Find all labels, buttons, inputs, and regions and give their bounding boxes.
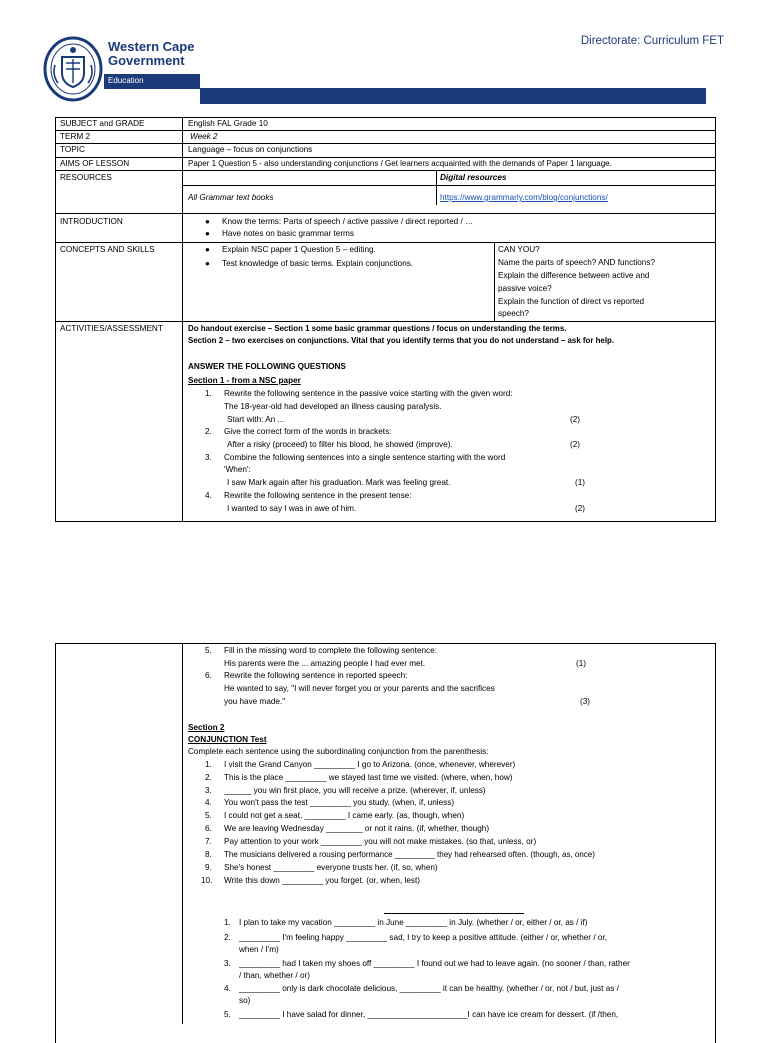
- question-number: 5.: [205, 646, 212, 655]
- conj-item-text: You won't pass the test _________ you study. (when, if, unless): [224, 798, 455, 807]
- conj-item-number: 4.: [205, 798, 212, 807]
- subject-label: SUBJECT and GRADE: [60, 119, 145, 128]
- directorate-title: Directorate: Curriculum FET: [580, 35, 724, 47]
- crest-logo-icon: [42, 35, 104, 103]
- row-line: [55, 157, 716, 158]
- row-line: [55, 170, 716, 171]
- conj-item-number: 8.: [205, 850, 212, 859]
- question-text: Fill in the missing word to complete the following sentence:: [224, 646, 437, 655]
- question-number: 3.: [205, 453, 212, 462]
- row-line: [183, 185, 716, 186]
- intro-item: Know the terms: Parts of speech / active passive / direct reported / …: [222, 217, 474, 226]
- corr-item-text: so): [239, 996, 251, 1005]
- question-mark: (2): [570, 440, 581, 449]
- conj-item-number: 5.: [205, 811, 212, 820]
- question-text: Rewrite the following sentence in the present tense:: [224, 491, 412, 500]
- question-text: I wanted to say I was in awe of him.: [227, 504, 357, 513]
- question-text: The 18-year-old had developed an illness causing paralysis.: [224, 402, 442, 411]
- corr-item-text: _________ I have salad for dinner, ______________________I can have ice cream for dessert. (if /then,: [239, 1010, 619, 1019]
- question-mark: (2): [575, 504, 586, 513]
- corr-item-number: 1.: [224, 918, 231, 927]
- corr-item-text: _________ had I taken my shoes off _________ I found out we had to leave again. (no sooner / than, rather: [239, 959, 630, 968]
- row-line: [55, 242, 716, 243]
- intro-item: Have notes on basic grammar terms: [222, 229, 354, 238]
- question-mark: (1): [576, 659, 587, 668]
- topic-label: TOPIC: [60, 145, 85, 154]
- question-text: I saw Mark again after his graduation. Mark was feeling great.: [227, 478, 451, 487]
- conj-item-number: 7.: [205, 837, 212, 846]
- concepts-label: CONCEPTS AND SKILLS: [60, 245, 155, 254]
- question-text: His parents were the ... amazing people I had ever met.: [224, 659, 426, 668]
- section2-heading: Section 2: [188, 723, 225, 732]
- introduction-label: INTRODUCTION: [60, 217, 123, 226]
- question-text: He wanted to say, "I will never forget you or your parents and the sacrifices: [224, 684, 495, 693]
- corr-item-number: 3.: [224, 959, 231, 968]
- conj-item-number: 9.: [205, 863, 212, 872]
- corr-item-number: 5.: [224, 1010, 231, 1019]
- question-mark: (2): [570, 415, 581, 424]
- question-text: Start with: An ...: [227, 415, 285, 424]
- books-resource: All Grammar text books: [188, 193, 274, 202]
- conj-item-number: 6.: [205, 824, 212, 833]
- corr-item-text: when / I'm): [239, 945, 279, 954]
- corr-item-number: 4.: [224, 984, 231, 993]
- bullet-icon: ●: [205, 245, 210, 254]
- subject-value: English FAL Grade 10: [188, 119, 268, 128]
- question-mark: (3): [580, 697, 591, 706]
- conj-item-text: Write this down _________ you forget. (or, when, lest): [224, 876, 421, 885]
- conj-item-text: I visit the Grand Canyon _________ I go to Arizona. (once, whenever, wherever): [224, 760, 516, 769]
- corr-item-text: / than, whether / or): [239, 971, 310, 980]
- row-line: [55, 213, 716, 214]
- column-divider: [182, 643, 183, 1024]
- concepts-item: Explain NSC paper 1 Question 5 – editing.: [222, 245, 376, 254]
- org-name-line1: Western Cape: [108, 39, 195, 54]
- org-department: Education: [108, 76, 144, 85]
- conj-item-number: 3.: [205, 786, 212, 795]
- question-number: 1.: [205, 389, 212, 398]
- answer-separator-line: [384, 913, 524, 914]
- topic-value: Language – focus on conjunctions: [188, 145, 313, 154]
- org-name-line2: Government: [108, 53, 185, 68]
- canyou-line: speech?: [498, 309, 529, 318]
- conj-item-text: Pay attention to your work _________ you will not make mistakes. (so that, unless, or): [224, 837, 537, 846]
- resources-divider: [436, 170, 437, 205]
- conj-item-text: We are leaving Wednesday ________ or not it rains. (if, whether, though): [224, 824, 490, 833]
- question-mark: (1): [575, 478, 586, 487]
- corr-item-text: _________ I'm feeling happy _________ sad, I try to keep a positive attitude. (either / or, whether / or,: [239, 933, 607, 942]
- question-text: Combine the following sentences into a single sentence starting with the word: [224, 453, 506, 462]
- question-text: After a risky (proceed) to filter his blood, he showed (improve).: [227, 440, 453, 449]
- aims-label: AIMS OF LESSON: [60, 159, 130, 168]
- question-text: 'When':: [224, 465, 251, 474]
- row-line: [55, 143, 716, 144]
- question-text: you have made.": [224, 697, 286, 706]
- question-number: 6.: [205, 671, 212, 680]
- conj-item-number: 1.: [205, 760, 212, 769]
- conj-item-text: This is the place _________ we stayed last time we visited. (where, when, how): [224, 773, 513, 782]
- corr-item-text: _________ only is dark chocolate delicious, _________ it can be healthy. (whether / or, not / but, just as /: [239, 984, 619, 993]
- conj-item-number: 2.: [205, 773, 212, 782]
- row-line: [55, 321, 716, 322]
- bullet-icon: ●: [205, 259, 210, 268]
- concepts-item: Test knowledge of basic terms. Explain conjunctions.: [222, 259, 414, 268]
- activities-line1: Do handout exercise – Section 1 some basic grammar questions / focus on understanding the terms.: [188, 324, 567, 333]
- canyou-line: Explain the function of direct vs reported: [498, 297, 645, 306]
- conjunction-test-heading: CONJUNCTION Test: [188, 735, 267, 744]
- term-value: Week 2: [190, 132, 218, 141]
- question-text: Give the correct form of the words in brackets:: [224, 427, 392, 436]
- concepts-divider: [494, 242, 495, 321]
- resources-label: RESOURCES: [60, 173, 112, 182]
- digital-resources-label: Digital resources: [440, 173, 507, 182]
- bullet-icon: ●: [205, 229, 210, 238]
- activities-label: ACTIVITIES/ASSESSMENT: [60, 324, 163, 333]
- answer-heading: ANSWER THE FOLLOWING QUESTIONS: [188, 362, 346, 371]
- canyou-line: Name the parts of speech? AND functions?: [498, 258, 656, 267]
- conj-item-text: ______ you win first place, you will receive a prize. (wherever, if, unless): [224, 786, 486, 795]
- question-text: Rewrite the following sentence in reported speech:: [224, 671, 408, 680]
- corr-item-text: I plan to take my vacation _________ in June _________ in July. (whether / or, either / or, as / if): [239, 918, 588, 927]
- question-text: Rewrite the following sentence in the passive voice starting with the given word:: [224, 389, 513, 398]
- conj-item-text: The musicians delivered a rousing performance _________ they had rehearsed often. (though, as, once): [224, 850, 595, 859]
- section1-heading: Section 1 - from a NSC paper: [188, 376, 301, 385]
- corr-item-number: 2.: [224, 933, 231, 942]
- question-number: 2.: [205, 427, 212, 436]
- bullet-icon: ●: [205, 217, 210, 226]
- conj-item-text: I could not get a seat, _________ I came early. (as, though, when): [224, 811, 465, 820]
- conj-item-number: 10.: [201, 876, 213, 885]
- header-bar: [200, 88, 706, 104]
- aims-value: Paper 1 Question 5 - also understanding conjunctions / Get learners acquainted with the demands of Paper 1 language.: [188, 159, 612, 168]
- grammarly-link[interactable]: https://www.grammarly.com/blog/conjunctions/: [440, 193, 608, 202]
- conj-item-text: She's honest _________ everyone trusts her. (if, so, when): [224, 863, 438, 872]
- question-number: 4.: [205, 491, 212, 500]
- term-label: TERM 2: [60, 132, 91, 141]
- canyou-line: passive voice?: [498, 284, 552, 293]
- row-line: [55, 130, 716, 131]
- canyou-line: Explain the difference between active and: [498, 271, 650, 280]
- conjunction-instruction: Complete each sentence using the subordinating conjunction from the parenthesis:: [188, 747, 489, 756]
- column-divider: [182, 117, 183, 522]
- activities-line2: Section 2 – two exercises on conjunctions. Vital that you identify terms that you do not understand – ask for help.: [188, 336, 615, 345]
- canyou-line: CAN YOU?: [498, 245, 540, 254]
